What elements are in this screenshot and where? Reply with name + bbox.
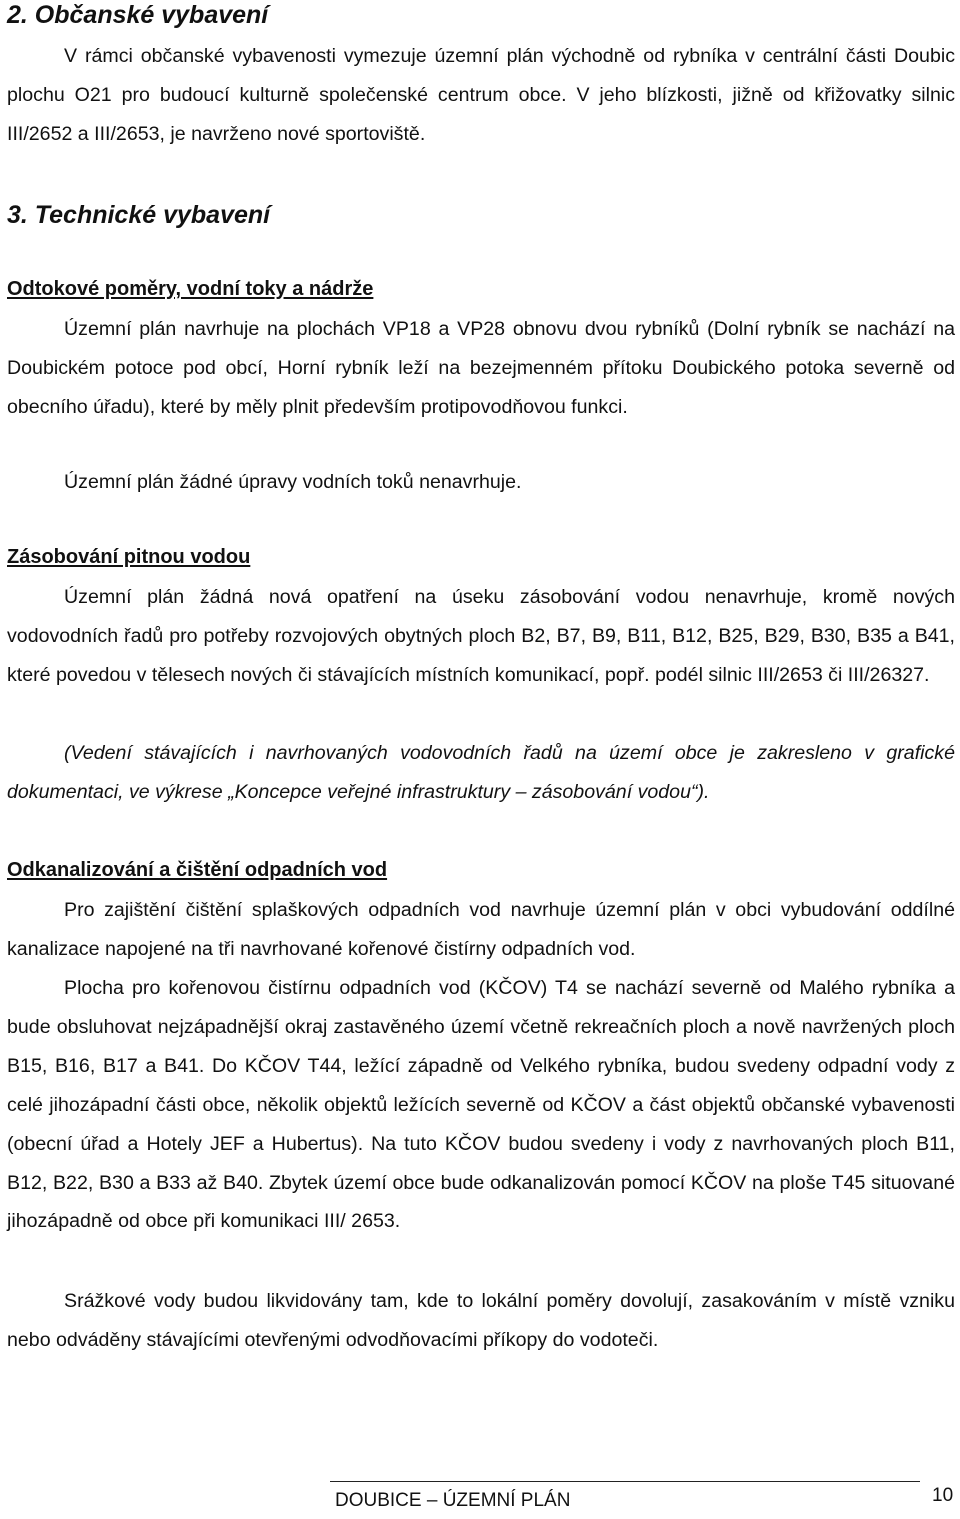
voda-subheading: Zásobování pitnou vodou [7, 546, 251, 568]
section-2-paragraph: V rámci občanské vybavenosti vymezuje územní plán východně od rybníka v centrální části Doubic plochu O21 pro budoucí kulturně společenské centrum obce. V jeho blízkosti, jižně od křižovatky silnic III/2652 a III/2653, je navrženo nové sportoviště. [7, 45, 955, 145]
kanal-paragraph-1: Pro zajištění čištění splaškových odpadních vod navrhuje územní plán v obci vybudování oddílné kanalizace napojené na tři navrhované kořenové čistírny odpadních vod. [7, 899, 955, 960]
kanal-subheading: Odkanalizování a čištění odpadních vod [7, 859, 388, 881]
kanal-paragraph-2: Plocha pro kořenovou čistírnu odpadních vod (KČOV) T4 se nachází severně od Malého rybníka a bude obsluhovat nejzápadnější okraj zastavěného území včetně rekreačních ploch a nově navržených ploch B15, B16, B17 a B41. Do KČOV T44, ležící západně od Velkého rybníka, budou svedeny odpadní vody z celé jihozápadní části obce, několik objektů ležících severně od KČOV a část objektů občanské vybavenosti (obecní úřad a Hotely JEF a Hubertus). Na tuto KČOV budou svedeny i vody z navrhovaných ploch B11, B12, B22, B30 a B33 až B40. Zbytek území obce bude odkanalizován pomocí KČOV na ploše T45 situované jihozápadně od obce při komunikaci III/ 2653. [7, 977, 955, 1233]
section-2-heading: 2. Občanské vybavení [7, 1, 269, 29]
section-3-heading: 3. Technické vybavení [7, 201, 271, 229]
voda-paragraph: Územní plán žádná nová opatření na úseku zásobování vodou nenavrhuje, kromě nových vodovodních řadů pro potřeby rozvojových obytných ploch B2, B7, B9, B11, B12, B25, B29, B30, B35 a B41, které povedou v tělesech nových či stávajících místních komunikací, popř. podél silnic III/2653 či III/26327. [7, 586, 955, 686]
odtok-note: Územní plán žádné úpravy vodních toků nenavrhuje. [64, 471, 522, 493]
kanal-paragraph-3: Srážkové vody budou likvidovány tam, kde to lokální poměry dovolují, zasakováním v místě vzniku nebo odváděny stávajícími otevřenými odvodňovacími příkopy do vodoteči. [7, 1290, 955, 1351]
page-number: 10 [932, 1485, 954, 1506]
odtok-subheading: Odtokové poměry, vodní toky a nádrže [7, 278, 374, 300]
odtok-paragraph: Územní plán navrhuje na plochách VP18 a VP28 obnovu dvou rybníků (Dolní rybník se nachází na Doubickém potoce pod obcí, Horní rybník leží na bezejmenném přítoku Doubického potoka severně od obecního úřadu), které by měly plnit především protipovodňovou funkci. [7, 318, 955, 418]
footer-divider [330, 1481, 920, 1482]
footer-title: DOUBICE – ÚZEMNÍ PLÁN [335, 1490, 571, 1511]
voda-italic-note: (Vedení stávajících i navrhovaných vodovodních řadů na území obce je zakresleno v grafické dokumentaci, ve výkrese „Koncepce veřejné infrastruktury – zásobování vodou“). [7, 742, 955, 803]
